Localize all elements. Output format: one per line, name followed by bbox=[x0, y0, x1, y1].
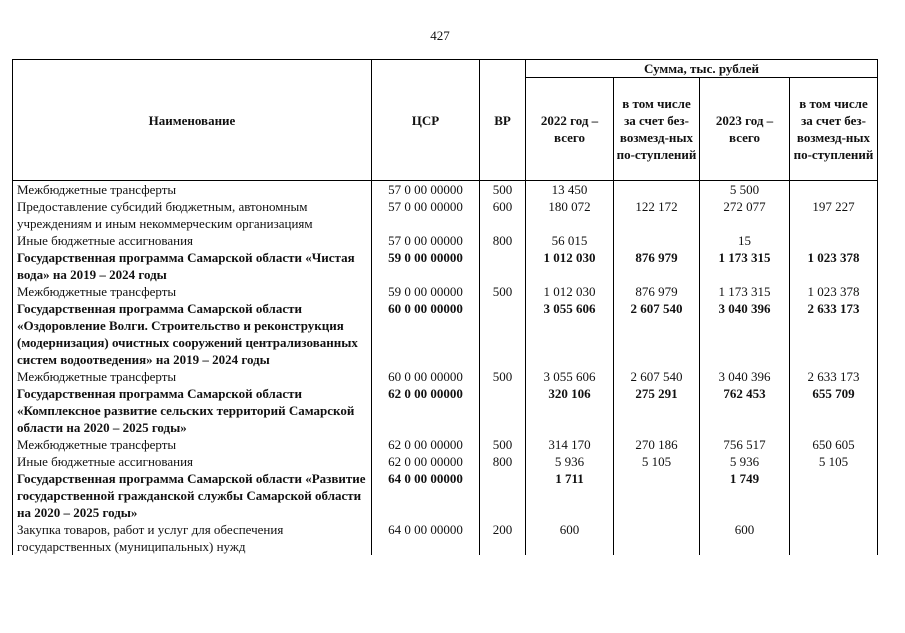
table-row bbox=[13, 181, 878, 199]
cell-2023-total: 5 500 bbox=[700, 181, 790, 199]
cell-2022-free: 2 607 540 bbox=[614, 300, 700, 368]
cell-name: Межбюджетные трансферты bbox=[13, 368, 372, 385]
cell-vr: 500 bbox=[480, 181, 526, 199]
cell-2023-free: 1 023 378 bbox=[790, 283, 878, 300]
page-number: 427 bbox=[430, 28, 450, 43]
budget-table bbox=[12, 59, 878, 555]
cell-name: Межбюджетные трансферты bbox=[13, 283, 372, 300]
cell-2023-free: 2 633 173 bbox=[790, 300, 878, 368]
cell-2022-free bbox=[614, 470, 700, 521]
table-row bbox=[13, 368, 878, 385]
cell-2023-total: 1 173 315 bbox=[700, 283, 790, 300]
cell-2022-total: 3 055 606 bbox=[526, 300, 614, 368]
cell-2023-free: 197 227 bbox=[790, 198, 878, 232]
cell-2023-free: 2 633 173 bbox=[790, 368, 878, 385]
cell-2022-total: 3 055 606 bbox=[526, 368, 614, 385]
cell-csr: 57 0 00 00000 bbox=[372, 181, 480, 199]
cell-2022-total: 1 711 bbox=[526, 470, 614, 521]
cell-2022-total: 1 012 030 bbox=[526, 283, 614, 300]
cell-2022-free: 5 105 bbox=[614, 453, 700, 470]
cell-2023-free: 655 709 bbox=[790, 385, 878, 436]
cell-csr: 64 0 00 00000 bbox=[372, 521, 480, 555]
cell-2022-free bbox=[614, 181, 700, 199]
header-csr: ЦСР bbox=[372, 60, 480, 181]
cell-csr: 60 0 00 00000 bbox=[372, 300, 480, 368]
table-row bbox=[13, 198, 878, 232]
cell-vr bbox=[480, 300, 526, 368]
header-name: Наименование bbox=[13, 60, 372, 181]
cell-2022-total: 180 072 bbox=[526, 198, 614, 232]
cell-2022-total: 1 012 030 bbox=[526, 249, 614, 283]
cell-2022-free bbox=[614, 232, 700, 249]
cell-2023-free: 5 105 bbox=[790, 453, 878, 470]
table-row bbox=[13, 385, 878, 436]
cell-csr: 57 0 00 00000 bbox=[372, 198, 480, 232]
cell-2022-total: 314 170 bbox=[526, 436, 614, 453]
cell-name: Иные бюджетные ассигнования bbox=[13, 232, 372, 249]
table-row bbox=[13, 521, 878, 555]
cell-csr: 64 0 00 00000 bbox=[372, 470, 480, 521]
header-sum-group: Сумма, тыс. рублей bbox=[526, 60, 878, 78]
cell-2023-total: 3 040 396 bbox=[700, 300, 790, 368]
cell-2022-free: 876 979 bbox=[614, 249, 700, 283]
cell-2023-free bbox=[790, 232, 878, 249]
cell-2022-total: 600 bbox=[526, 521, 614, 555]
cell-name: Иные бюджетные ассигнования bbox=[13, 453, 372, 470]
cell-2023-total: 5 936 bbox=[700, 453, 790, 470]
cell-csr: 62 0 00 00000 bbox=[372, 385, 480, 436]
table-row bbox=[13, 436, 878, 453]
cell-2023-free bbox=[790, 470, 878, 521]
cell-vr: 500 bbox=[480, 368, 526, 385]
cell-2022-free bbox=[614, 521, 700, 555]
cell-2023-free: 1 023 378 bbox=[790, 249, 878, 283]
cell-vr bbox=[480, 385, 526, 436]
cell-2023-free: 650 605 bbox=[790, 436, 878, 453]
cell-2023-total: 762 453 bbox=[700, 385, 790, 436]
cell-vr: 500 bbox=[480, 283, 526, 300]
cell-2023-total: 756 517 bbox=[700, 436, 790, 453]
cell-vr: 200 bbox=[480, 521, 526, 555]
cell-csr: 62 0 00 00000 bbox=[372, 453, 480, 470]
cell-2023-total: 1 749 bbox=[700, 470, 790, 521]
table-row bbox=[13, 453, 878, 470]
header-2023-free: в том числе за счет без-возмезд-ных по-ступлений bbox=[790, 78, 878, 181]
table-row bbox=[13, 300, 878, 368]
cell-name: Государственная программа Самарской области «Комплексное развитие сельских территорий Самарской области на 2020 – 2025 годы» bbox=[13, 385, 372, 436]
cell-2023-total: 600 bbox=[700, 521, 790, 555]
cell-2022-total: 5 936 bbox=[526, 453, 614, 470]
cell-name: Межбюджетные трансферты bbox=[13, 181, 372, 199]
cell-csr: 59 0 00 00000 bbox=[372, 283, 480, 300]
cell-2023-total: 272 077 bbox=[700, 198, 790, 232]
cell-name: Государственная программа Самарской области «Чистая вода» на 2019 – 2024 годы bbox=[13, 249, 372, 283]
cell-csr: 57 0 00 00000 bbox=[372, 232, 480, 249]
header-vr: ВР bbox=[480, 60, 526, 181]
cell-vr: 800 bbox=[480, 453, 526, 470]
header-2022-total: 2022 год – всего bbox=[526, 78, 614, 181]
cell-2022-free: 2 607 540 bbox=[614, 368, 700, 385]
cell-2022-free: 122 172 bbox=[614, 198, 700, 232]
header-2022-free: в том числе за счет без-возмезд-ных по-ступлений bbox=[614, 78, 700, 181]
cell-2022-total: 13 450 bbox=[526, 181, 614, 199]
cell-2023-total: 1 173 315 bbox=[700, 249, 790, 283]
table-row bbox=[13, 470, 878, 521]
cell-2023-free bbox=[790, 521, 878, 555]
cell-2022-total: 56 015 bbox=[526, 232, 614, 249]
cell-2022-total: 320 106 bbox=[526, 385, 614, 436]
cell-csr: 59 0 00 00000 bbox=[372, 249, 480, 283]
cell-vr bbox=[480, 249, 526, 283]
cell-name: Предоставление субсидий бюджетным, автономным учреждениям и иным некоммерческим организациям bbox=[13, 198, 372, 232]
cell-vr: 500 bbox=[480, 436, 526, 453]
cell-csr: 60 0 00 00000 bbox=[372, 368, 480, 385]
cell-2023-total: 15 bbox=[700, 232, 790, 249]
cell-2023-free bbox=[790, 181, 878, 199]
cell-name: Межбюджетные трансферты bbox=[13, 436, 372, 453]
cell-name: Закупка товаров, работ и услуг для обеспечения государственных (муниципальных) нужд bbox=[13, 521, 372, 555]
cell-vr bbox=[480, 470, 526, 521]
table-row bbox=[13, 232, 878, 249]
cell-2022-free: 275 291 bbox=[614, 385, 700, 436]
cell-name: Государственная программа Самарской области «Развитие государственной гражданской службы Самарской области на 2020 – 2025 годы» bbox=[13, 470, 372, 521]
header-2023-total: 2023 год – всего bbox=[700, 78, 790, 181]
cell-2022-free: 270 186 bbox=[614, 436, 700, 453]
table-row bbox=[13, 283, 878, 300]
cell-csr: 62 0 00 00000 bbox=[372, 436, 480, 453]
cell-vr: 600 bbox=[480, 198, 526, 232]
cell-2023-total: 3 040 396 bbox=[700, 368, 790, 385]
table-row bbox=[13, 249, 878, 283]
cell-vr: 800 bbox=[480, 232, 526, 249]
cell-2022-free: 876 979 bbox=[614, 283, 700, 300]
cell-name: Государственная программа Самарской области «Оздоровление Волги. Строительство и реконструкция (модернизация) очистных сооружений централизованных систем водоотведения» на 2019 – 2024 годы bbox=[13, 300, 372, 368]
